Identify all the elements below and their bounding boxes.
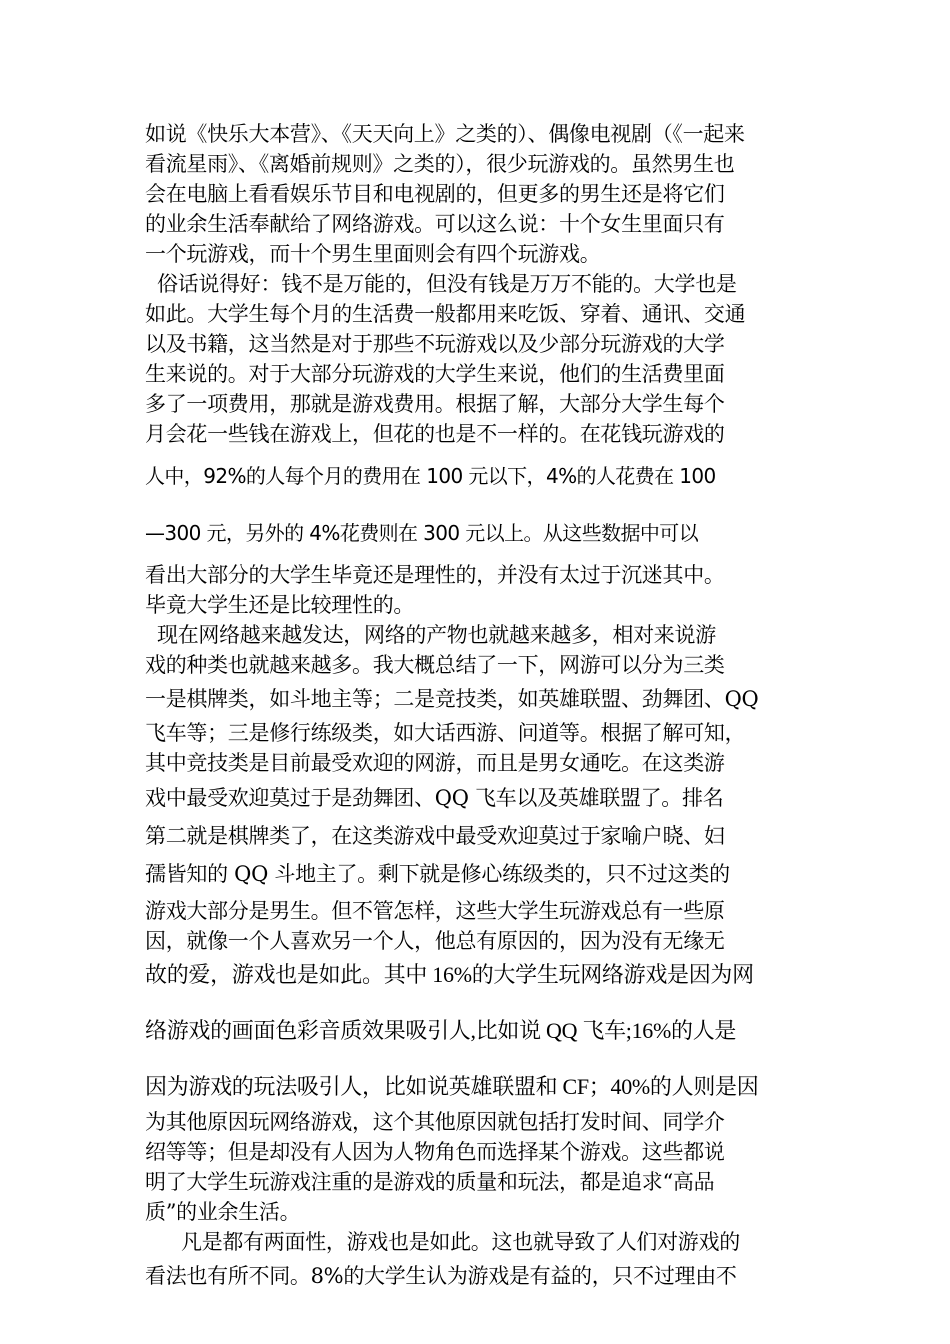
paragraph-start-line: 凡是都有两面性，游戏也是如此。这也就导致了人们对游戏的 (181, 1230, 740, 1254)
text-line: 的业余生活奉献给了网络游戏。可以这么说：十个女生里面只有 (145, 212, 725, 236)
text-line: 戏中最受欢迎莫过于是劲舞团、QQ 飞车以及英雄联盟了。排名 (145, 786, 724, 810)
text-line: 飞车等；三是修行练级类，如大话西游、问道等。根据了解可知， (145, 721, 746, 745)
text-line: 如此。大学生每个月的生活费一般都用来吃饭、穿着、通讯、交通 (145, 302, 746, 326)
text-line: 看出大部分的大学生毕竟还是理性的，并没有太过于沉迷其中。 (145, 563, 725, 587)
text-line: 看流星雨》、《离婚前规则》之类的），很少玩游戏的。虽然男生也 (145, 152, 735, 176)
text-line: 因，就像一个人喜欢另一个人，他总有原因的，因为没有无缘无 (145, 929, 725, 953)
text-line: 一是棋牌类，如斗地主等；二是竞技类，如英雄联盟、劲舞团、QQ (145, 687, 759, 711)
text-line: 质”的业余生活。 (145, 1200, 301, 1224)
text-line: 第二就是棋牌类了，在这类游戏中最受欢迎莫过于家喻户晓、妇 (145, 824, 725, 848)
text-line: 会在电脑上看看娱乐节目和电视剧的，但更多的男生还是将它们 (145, 182, 725, 206)
text-line: 故的爱，游戏也是如此。其中 16%的大学生玩网络游戏是因为网 (145, 962, 754, 987)
text-line: —300 元，另外的 4%花费则在 300 元以上。从这些数据中可以 (145, 521, 699, 545)
text-line: 如说《快乐大本营》、《天天向上》之类的）、偶像电视剧（《一起来 (145, 122, 745, 146)
text-line: 生来说的。对于大部分玩游戏的大学生来说，他们的生活费里面 (145, 362, 725, 386)
paragraph-start-line: 俗话说得好：钱不是万能的，但没有钱是万万不能的。大学也是 (157, 272, 737, 296)
text-line: 以及书籍，这当然是对于那些不玩游戏以及少部分玩游戏的大学 (145, 332, 725, 356)
text-line: 毕竟大学生还是比较理性的。 (145, 593, 415, 617)
text-line: 人中，92%的人每个月的费用在 100 元以下，4%的人花费在 100 (145, 464, 716, 488)
text-line: 孺皆知的 QQ 斗地主了。剩下就是修心练级类的，只不过这类的 (145, 862, 730, 886)
paragraph-start-line: 现在网络越来越发达，网络的产物也就越来越多，相对来说游 (157, 623, 716, 647)
text-line: 为其他原因玩网络游戏，这个其他原因就包括打发时间、同学介 (145, 1110, 725, 1134)
text-line: 多了一项费用，那就是游戏费用。根据了解，大部分大学生每个 (145, 392, 725, 416)
text-line: 绍等等；但是却没有人因为人物角色而选择某个游戏。这些都说 (145, 1140, 725, 1164)
text-line: 戏的种类也就越来越多。我大概总结了一下，网游可以分为三类 (145, 653, 725, 677)
text-line: 月会花一些钱在游戏上，但花的也是不一样的。在花钱玩游戏的 (145, 422, 725, 446)
text-line: 其中竞技类是目前最受欢迎的网游，而且是男女通吃。在这类游 (145, 751, 725, 775)
text-line: 明了大学生玩游戏注重的是游戏的质量和玩法，都是追求“高品 (145, 1170, 715, 1194)
text-line: 因为游戏的玩法吸引人，比如说英雄联盟和 CF；40%的人则是因 (145, 1074, 759, 1099)
text-line: 一个玩游戏，而十个男生里面则会有四个玩游戏。 (145, 242, 601, 266)
text-line: 游戏大部分是男生。但不管怎样，这些大学生玩游戏总有一些原 (145, 899, 725, 923)
text-line: 看法也有所不同。8%的大学生认为游戏是有益的，只不过理由不 (145, 1264, 737, 1288)
text-line: 络游戏的画面色彩音质效果吸引人,比如说 QQ 飞车;16%的人是 (145, 1018, 737, 1043)
